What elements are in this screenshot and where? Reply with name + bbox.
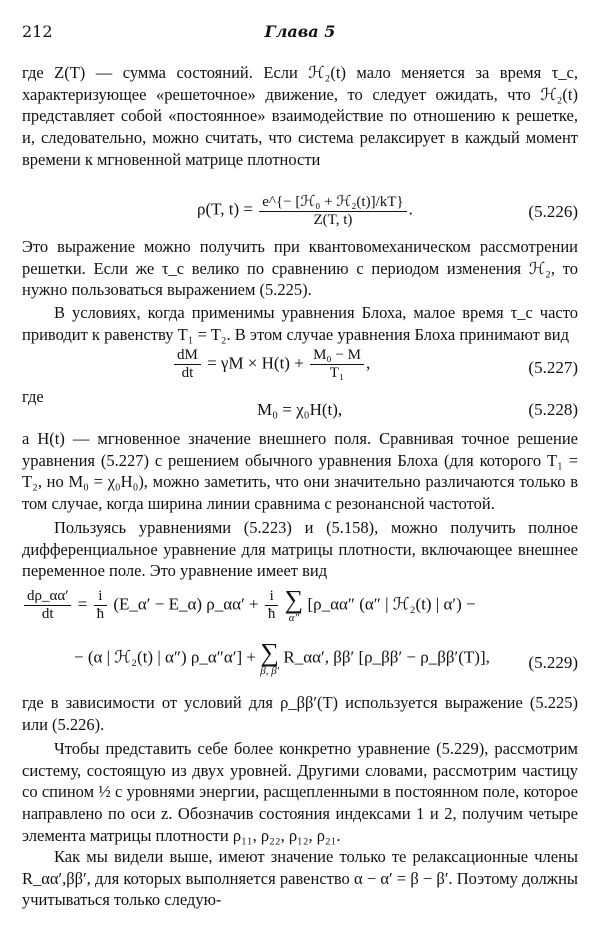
- eq229-derivative: [24, 588, 71, 623]
- eq229-term-1: (E_α′ − E_α) ρ_αα′ +: [113, 594, 259, 614]
- paragraph-9: Как мы видели выше, имеют значение только те релаксационные члены R_αα′,ββ′, для которых выполняется равенство α − α′ = β − β′. Поэтому должны учитываться только следую-: [22, 847, 578, 910]
- eq229-hbar-1: ħ: [96, 606, 105, 622]
- eq227-derivative: [174, 347, 201, 382]
- eq229-d-rho: dρ_αα′: [24, 588, 71, 606]
- eq229-number: (5.229): [528, 653, 578, 672]
- eq228-number: (5.228): [528, 400, 578, 419]
- paragraph-3: В условиях, когда применимы уравнения Блоха, малое время τ_c часто приводит к равенству T₁ = T₂. В этом случае уравнения Блоха принимают вид: [22, 303, 578, 344]
- eq229-term-3: − (α | ℋ₂(t) | α″) ρ_α″α′] +: [74, 647, 256, 667]
- eq226-tail: .: [408, 199, 413, 219]
- eq229-i-2: i: [265, 588, 279, 606]
- eq229-sum-2-limit: β, β′: [260, 665, 280, 677]
- eq229-coef-1: [94, 588, 108, 623]
- eq226-fraction: [259, 192, 406, 229]
- eq229-i-1: i: [94, 588, 108, 606]
- eq226-numerator: e^{− [ℋ₀ + ℋ₂(t)]/kT}: [259, 192, 406, 212]
- eq227-r-denominator: T₁: [329, 365, 345, 381]
- page-number: 212: [22, 22, 53, 41]
- running-header: [22, 22, 578, 44]
- eq227-dm: dM: [174, 347, 201, 365]
- eq229-equals: =: [77, 594, 88, 614]
- eq227-r-numerator: M₀ − M: [310, 347, 364, 365]
- eq229-term-2: [ρ_αα″ (α″ | ℋ₂(t) | α′) −: [307, 594, 476, 614]
- eq228-body: M₀ = χ₀H(t),: [257, 400, 343, 419]
- equation-5-227: [22, 347, 578, 389]
- eq229-sum-1-limit: α″: [288, 612, 300, 624]
- eq227-tail: ,: [365, 353, 371, 373]
- eq226-denominator: Z(T, t): [313, 212, 353, 228]
- paragraph-7: где в зависимости от условий для ρ_ββ′(T) используется выражение (5.225) или (5.226).: [22, 693, 578, 734]
- eq229-dt: dt: [41, 606, 54, 622]
- eq227-middle: = γM × H(t) +: [207, 353, 304, 373]
- eq229-term-4: R_αα′, ββ′ [ρ_ββ′ − ρ_ββ′(T)],: [283, 647, 490, 667]
- equation-5-229-line-1: [22, 585, 578, 635]
- equation-5-226: [22, 190, 578, 234]
- paragraph-1: где Z(T) — сумма состояний. Если ℋ₂(t) мало меняется за время τ_c, характеризующее «решеточное» движение, то следует ожидать, что ℋ₂(t) представляет собой «постоянное» взаимодействие по отношению к решетке, и, следовательно, можно считать, что система релаксирует в каждый момент времени к мгновенной матрице плотности: [22, 63, 578, 169]
- chapter-title: Глава 5: [264, 22, 336, 41]
- eq227-dt: dt: [181, 365, 194, 381]
- eq229-sum-2: ∑ β, β′: [260, 638, 280, 677]
- paragraph-6: Пользуясь уравнениями (5.223) и (5.158), можно получить полное дифференциальное уравнение для матрицы плотности, включающее внешнее переменное поле. Это уравнение имеет вид: [22, 518, 578, 581]
- eq229-hbar-2: ħ: [267, 606, 276, 622]
- paragraph-4: где: [22, 387, 44, 406]
- eq227-relaxation: [310, 347, 364, 382]
- eq227-number: (5.227): [528, 358, 578, 377]
- eq226-number: (5.226): [528, 202, 578, 221]
- eq229-coef-2: [265, 588, 279, 623]
- paragraph-2: Это выражение можно получить при квантовомеханическом рассмотрении решетки. Если же τ_c велико по сравнению с периодом изменения ℋ₂, то нужно пользоваться выражением (5.225).: [22, 237, 578, 300]
- eq226-lhs: ρ(T, t) =: [197, 199, 253, 219]
- equation-5-228: [22, 398, 578, 422]
- equation-5-229-line-2: [22, 638, 578, 688]
- eq229-sum-1: ∑ α″: [284, 585, 304, 624]
- paragraph-5: а H(t) — мгновенное значение внешнего поля. Сравнивая точное решение уравнения (5.227) с решением обычного уравнения Блоха (для которого T₁ = T₂, но M₀ = χ₀H₀), можно заметить, что они значительно различаются только в том случае, когда ширина линии сравнима с резонансной частотой.: [22, 429, 578, 514]
- paragraph-8: Чтобы представить себе более конкретно уравнение (5.229), рассмотрим систему, состоящую из двух уровней. Другими словами, рассмотрим частицу со спином ½ с уровнями энергии, расщепленными в постоянном поле, которое направлено по оси z. Обозначив состояния индексами 1 и 2, получим четыре элемента матрицы плотности ρ₁₁, ρ₂₂, ρ₁₂, ρ₂₁.: [22, 739, 578, 845]
